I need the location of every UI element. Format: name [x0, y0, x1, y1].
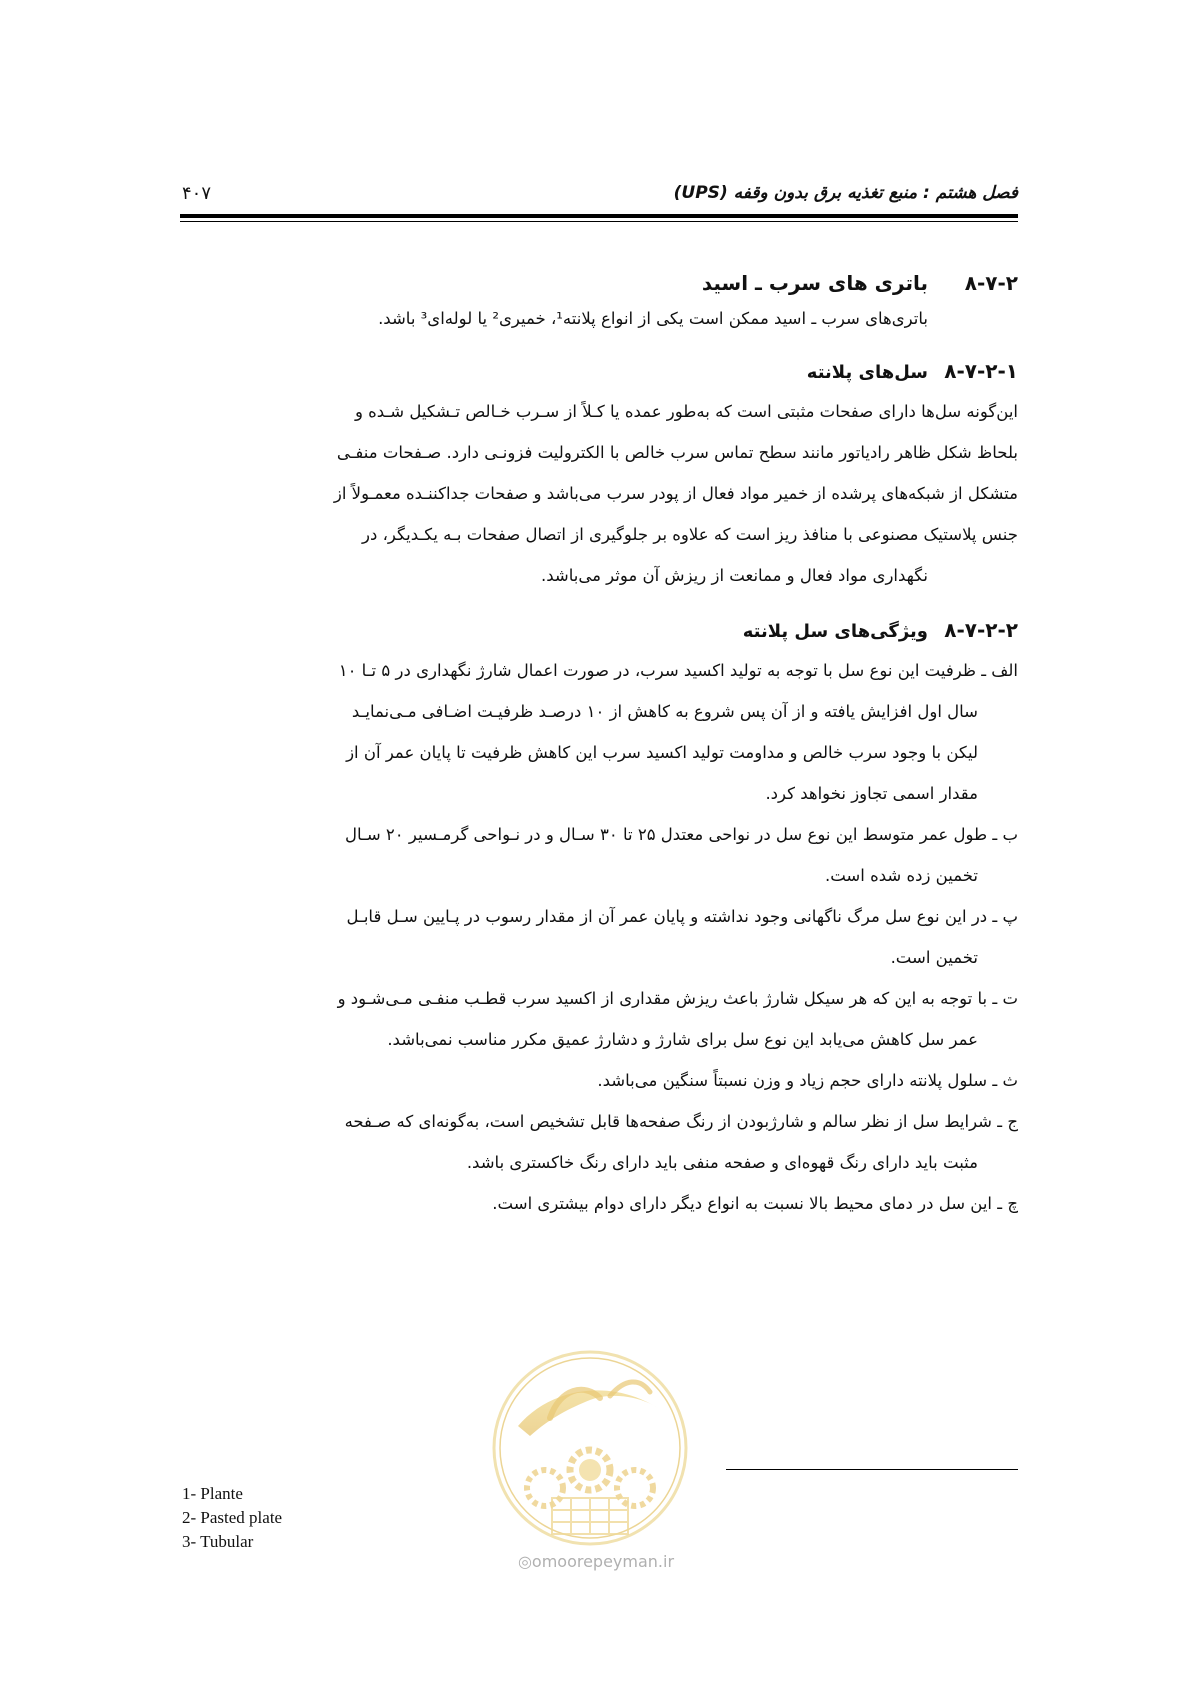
list-item [182, 650, 1108, 814]
watermark-site-text [496, 1552, 696, 1571]
section-number: ۸-۷-۲ [964, 271, 1018, 295]
list-item [182, 978, 1108, 1060]
list-item-text: ب ـ طول عمر متوسط این نوع سل در نواحی معتدل ۲۵ تا ۳۰ سـال و در نـواحی گرمـسیر ۲۰ سـال [344, 825, 1018, 844]
paragraph-line: بلحاظ شکل ظاهر رادیاتور مانند سطح تماس سرب خالص با الکترولیت فزونـی دارد. صـفحات منفـی [336, 443, 1018, 462]
paragraph-line: نگهداری مواد فعال و ممانعت از ریزش آن موثر می‌باشد. [541, 566, 928, 585]
footnotes [182, 1482, 282, 1554]
page-number: ۴۰۷ [182, 183, 212, 204]
watermark-icon: ◎ [517, 1552, 532, 1571]
footnote-2: 2- Pasted plate [182, 1508, 283, 1527]
subsection-title-2: ویژگی‌های سل پلانته [742, 621, 928, 642]
paragraph-line: این‌گونه سل‌ها دارای صفحات مثبتی است که به‌طور عمده یا کـلاً از سـرب خـالص تـشکیل شـده و [354, 402, 1018, 421]
feature-list [182, 650, 1108, 1224]
section-heading [182, 265, 1018, 301]
subsection-title-1: سل‌های پلانته [806, 362, 928, 383]
spacer [182, 337, 1018, 353]
list-item-text: ت ـ با توجه به این که هر سیکل شارژ باعث ریزش مقداری از اکسید سرب قطـب منفـی مـی‌شـود و [337, 989, 1018, 1008]
list-item-continuation: مقدار اسمی تجاوز نخواهد کرد. [765, 784, 978, 803]
subsection-number-2: ۸-۷-۲-۲ [944, 618, 1018, 642]
footnote-rule [726, 1469, 1018, 1470]
list-item-text: پ ـ در این نوع سل مرگ ناگهانی وجود نداشته و پایان عمر آن از مقدار رسوب در پـایین سـل قابـل [346, 907, 1018, 926]
list-item [182, 1101, 1108, 1183]
paragraph-line: جنس پلاستیک مصنوعی با منافذ ریز است که علاوه بر جلوگیری از اتصال صفحات بـه یکـدیگر، در [362, 525, 1018, 544]
watermark-seal-logo [490, 1348, 690, 1548]
list-item-continuation: تخمین زده شده است. [824, 866, 978, 885]
subsection-number-1: ۸-۷-۲-۱ [944, 359, 1018, 383]
list-item [182, 1183, 1108, 1224]
footnote-1: 1- Plante [182, 1484, 243, 1503]
list-item-continuation: لیکن با وجود سرب خالص و مداومت تولید اکسید سرب این کاهش ظرفیت تا پایان عمر آن از [346, 743, 978, 762]
subsection-heading-2 [182, 612, 1018, 650]
subsection-heading-1 [182, 353, 1018, 391]
list-item-continuation: تخمین است. [890, 948, 978, 967]
list-item-text: الف ـ ظرفیت این نوع سل با توجه به تولید اکسید سرب، در صورت اعمال شارژ نگهداری در ۵ تـا ۱۰ [338, 661, 1018, 680]
list-item-text: ث ـ سلول پلانته دارای حجم زیاد و وزن نسبتاً سنگین می‌باشد. [597, 1071, 1018, 1090]
running-header-title: فصل هشتم : منبع تغذیه برق بدون وقفه (UPS) [673, 183, 1018, 203]
list-item-continuation: عمر سل کاهش می‌یابد این نوع سل برای شارژ و دشارژ عمیق مکرر مناسب نمی‌باشد. [387, 1030, 978, 1049]
list-item-text: ج ـ شرایط سل از نظر سالم و شارژبودن از رنگ صفحه‌ها قابل تشخیص است، به‌گونه‌ای که صـفحه [344, 1112, 1018, 1131]
list-item-continuation: سال اول افزایش یافته و از آن پس شروع به کاهش از ۱۰ درصـد ظرفیـت اضـافی مـی‌نمایـد [351, 702, 978, 721]
list-item [182, 814, 1108, 896]
spacer [182, 596, 1018, 612]
subsection-body-1 [182, 391, 1018, 596]
header-rule-thick [180, 214, 1018, 218]
list-item-continuation: مثبت باید دارای رنگ قهوه‌ای و صفحه منفی باید دارای رنگ خاکستری باشد. [466, 1153, 978, 1172]
section-intro: باتری‌های سرب ـ اسید ممکن است یکی از انواع پلانته¹، خمیری² یا لوله‌ای³ باشد. [378, 309, 928, 328]
section-title: باتری های سرب ـ اسید [701, 271, 928, 295]
list-item-text: چ ـ این سل در دمای محیط بالا نسبت به انواع دیگر دارای دوام بیشتری است. [492, 1194, 1018, 1213]
paragraph-line: متشکل از شبکه‌های پرشده از خمیر مواد فعال از پودر سرب می‌باشد و صفحات جداکننـده معمـولاً از [333, 484, 1018, 503]
list-item [182, 896, 1108, 978]
header-rule-thin [180, 221, 1018, 222]
footnote-3: 3- Tubular [182, 1532, 254, 1551]
watermark-site: omoorepeyman.ir [531, 1552, 675, 1571]
list-item [182, 1060, 1108, 1101]
page-content [182, 265, 1018, 1224]
